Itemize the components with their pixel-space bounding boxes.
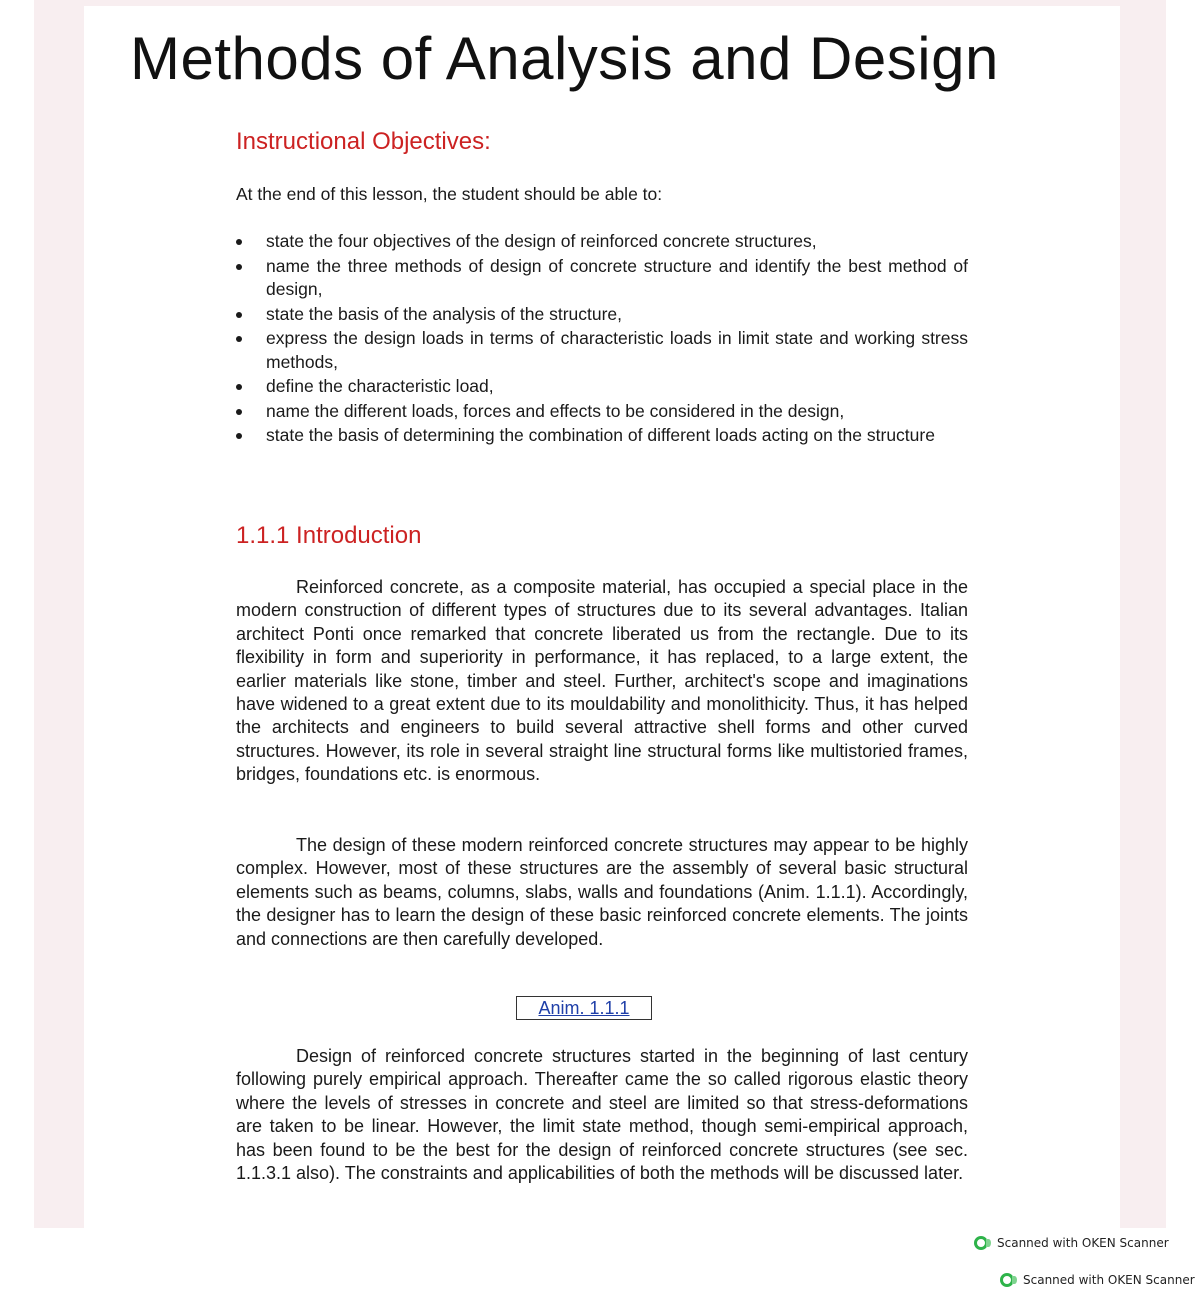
objective-item	[236, 375, 968, 399]
objective-item	[236, 255, 968, 302]
introduction-heading: 1.1.1 Introduction	[236, 522, 422, 549]
scanner-watermark-text: Scanned with OKEN Scanner	[1023, 1273, 1195, 1287]
bullet-icon	[236, 433, 242, 439]
objective-text: state the basis of the analysis of the structure,	[266, 303, 623, 324]
bullet-icon	[236, 239, 242, 245]
objective-text: state the four objectives of the design of reinforced concrete structures,	[266, 231, 817, 251]
objective-item	[236, 303, 968, 327]
oken-scanner-icon	[1000, 1273, 1014, 1287]
objective-text: state the basis of determining the combination of different loads acting on the structure	[266, 425, 935, 445]
objective-text: express the design loads in terms of characteristic loads in limit state and working stress methods,	[266, 328, 968, 372]
objectives-lead-text: At the end of this lesson, the student should be able to:	[236, 184, 663, 204]
objective-text: name the three methods of design of concrete structure and identify the best method of design,	[266, 255, 968, 299]
introduction-paragraph-3: Design of reinforced concrete structures started in the beginning of last century following purely empirical approach. Thereafter came the so called rigorous elastic theory where the levels of stresses in concrete and steel are limited so that stress-deformations are taken to be linear. However, the limit state method, though semi-empirical approach, has been found to be the best for the design of reinforced concrete structures (see sec. 1.1.3.1 also). The constraints and applicabilities of both the methods will be discussed later.	[236, 1046, 968, 1184]
objectives-list	[236, 230, 968, 449]
objectives-heading: Instructional Objectives:	[236, 128, 491, 155]
scanner-watermark-text: Scanned with OKEN Scanner	[997, 1236, 1169, 1250]
bullet-icon	[236, 264, 242, 270]
bullet-icon	[236, 384, 242, 390]
objective-item	[236, 230, 968, 254]
objective-item	[236, 327, 968, 374]
objective-item	[236, 400, 968, 424]
objective-text: name the different loads, forces and effects to be considered in the design,	[266, 400, 845, 421]
bullet-icon	[236, 336, 242, 342]
bullet-icon	[236, 312, 242, 318]
scanner-watermark	[1000, 1273, 1195, 1287]
introduction-paragraph-2: The design of these modern reinforced concrete structures may appear to be highly complex. However, most of these structures are the assembly of several basic structural elements such as beams, columns, slabs, walls and foundations (Anim. 1.1.1). Accordingly, the designer has to learn the design of these basic reinforced concrete elements. The joints and connections are then carefully developed.	[236, 835, 968, 949]
objective-text: define the characteristic load,	[266, 376, 494, 396]
anim-1-1-1-link[interactable]: Anim. 1.1.1	[516, 996, 652, 1020]
introduction-paragraph-1: Reinforced concrete, as a composite material, has occupied a special place in the modern construction of different types of structures due to its several advantages. Italian architect Ponti once remarked that concrete liberated us from the rectangle. Due to its flexibility in form and superiority in performance, it has replaced, to a large extent, the earlier materials like stone, timber and steel. Further, architect's scope and imaginations have widened to a great extent due to its mouldability and monolithicity. Thus, it has helped the architects and engineers to build several attractive shell forms and other curved structures. However, its role in several straight line structural forms like multistoried frames, bridges, foundations etc. is enormous.	[236, 577, 968, 785]
objective-item	[236, 424, 968, 448]
document-title: Methods of Analysis and Design	[130, 25, 999, 92]
bullet-icon	[236, 409, 242, 415]
oken-scanner-icon	[974, 1236, 988, 1250]
scanner-watermark	[974, 1236, 1169, 1250]
